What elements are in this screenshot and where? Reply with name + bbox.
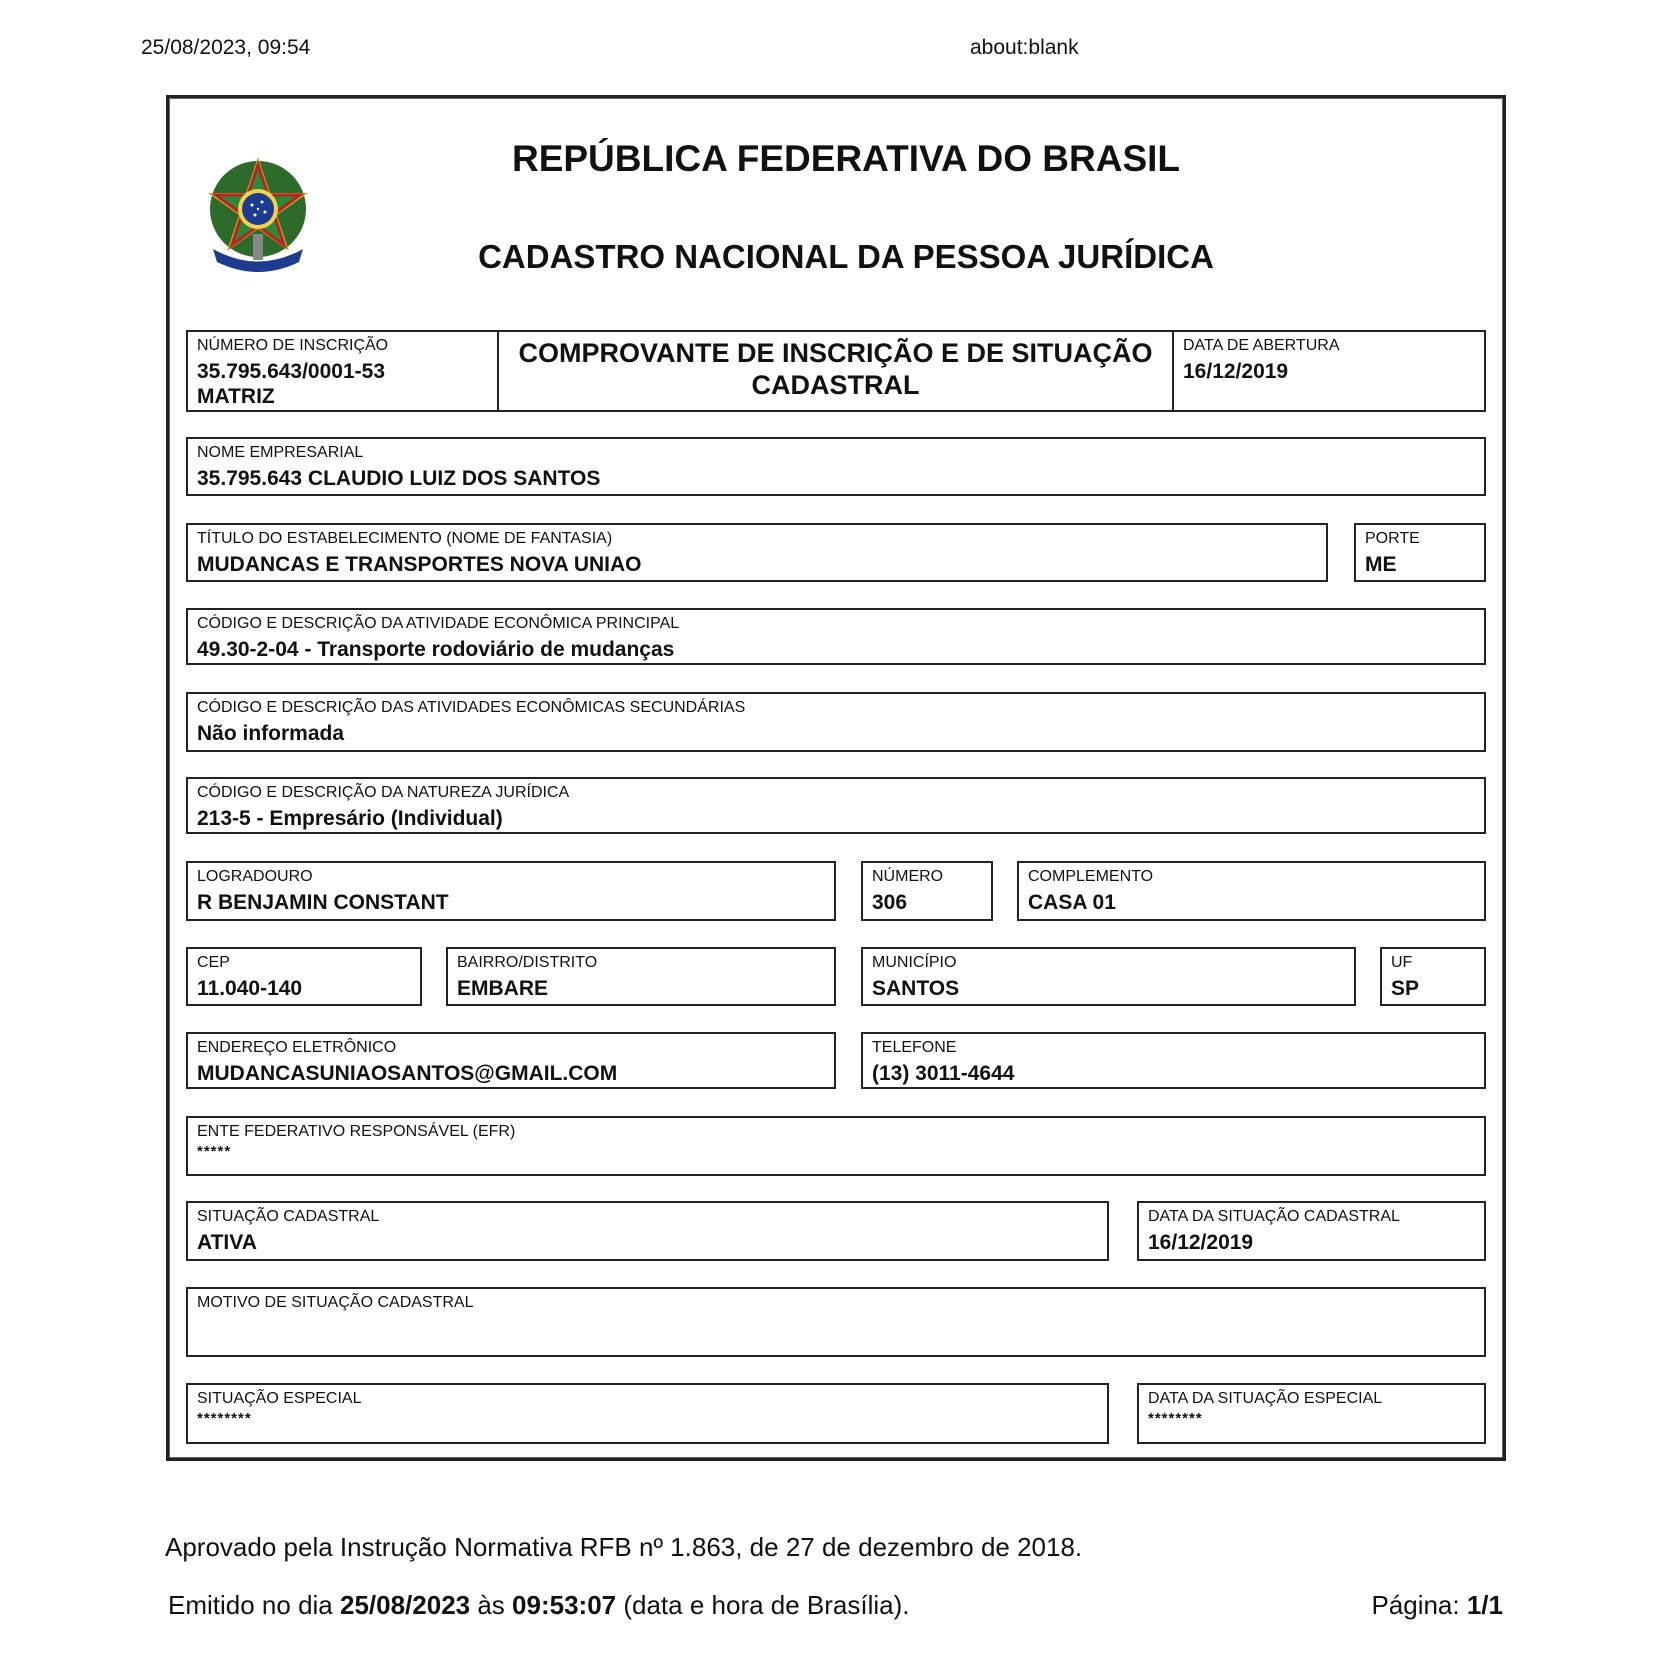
field-label: LOGRADOURO [197, 868, 313, 885]
field-label: DATA DA SITUAÇÃO CADASTRAL [1148, 1208, 1400, 1225]
field-label: COMPLEMENTO [1028, 868, 1154, 885]
field-value: EMBARE [457, 977, 549, 1000]
field-inscricao [186, 330, 499, 412]
comprovante-line1: COMPROVANTE DE INSCRIÇÃO E DE SITUAÇÃO [518, 338, 1153, 368]
field-label: BAIRRO/DISTRITO [457, 954, 598, 971]
field-situacao-especial [186, 1383, 1109, 1444]
field-value-type: MATRIZ [197, 385, 275, 408]
print-url: about:blank [970, 36, 1079, 59]
field-atividades-secundarias [186, 692, 1486, 752]
field-value: 213-5 - Empresário (Individual) [197, 807, 503, 830]
field-value: ME [1365, 553, 1397, 576]
field-value: 306 [872, 891, 908, 914]
emission-mid: às [470, 1590, 513, 1620]
print-datetime: 25/08/2023, 09:54 [141, 36, 311, 59]
page-number [1371, 1590, 1503, 1621]
field-efr [186, 1116, 1486, 1176]
field-motivo-situacao [186, 1287, 1486, 1357]
field-value: CASA 01 [1028, 891, 1116, 914]
field-label: PORTE [1365, 530, 1420, 547]
field-nome-empresarial [186, 437, 1486, 496]
field-atividade-principal [186, 608, 1486, 665]
field-label: MOTIVO DE SITUAÇÃO CADASTRAL [197, 1294, 474, 1311]
field-bairro [446, 947, 836, 1006]
field-email [186, 1032, 836, 1089]
field-value: 16/12/2019 [1148, 1231, 1254, 1254]
field-numero [861, 861, 993, 921]
field-value: 49.30-2-04 - Transporte rodoviário de mudanças [197, 638, 675, 661]
document-subtitle: CADASTRO NACIONAL DA PESSOA JURÍDICA [478, 238, 1214, 275]
emission-suffix: (data e hora de Brasília). [616, 1590, 910, 1620]
field-label: NOME EMPRESARIAL [197, 444, 364, 461]
field-complemento [1017, 861, 1486, 921]
field-nome-fantasia [186, 523, 1328, 582]
field-label: CÓDIGO E DESCRIÇÃO DAS ATIVIDADES ECONÔMICAS SECUNDÁRIAS [197, 699, 746, 716]
field-label: TELEFONE [872, 1039, 957, 1056]
field-telefone [861, 1032, 1486, 1089]
document-title: REPÚBLICA FEDERATIVA DO BRASIL [511, 138, 1181, 179]
field-municipio [861, 947, 1356, 1006]
field-porte [1354, 523, 1486, 582]
cnpj-certificate-frame [166, 95, 1506, 1461]
field-value: Não informada [197, 722, 345, 745]
field-label: DATA DA SITUAÇÃO ESPECIAL [1148, 1390, 1383, 1407]
field-uf [1380, 947, 1486, 1006]
field-value: ***** [197, 1143, 232, 1160]
field-label: CÓDIGO E DESCRIÇÃO DA ATIVIDADE ECONÔMICA PRINCIPAL [197, 615, 680, 632]
field-value: (13) 3011-4644 [872, 1062, 1015, 1085]
field-value: ATIVA [197, 1231, 257, 1254]
emission-date: 25/08/2023 [339, 1590, 471, 1620]
field-natureza-juridica [186, 777, 1486, 834]
field-label: UF [1391, 954, 1413, 971]
field-logradouro [186, 861, 836, 921]
comprovante-title [499, 337, 1172, 401]
field-cep [186, 947, 422, 1006]
field-value: 35.795.643/0001-53 [197, 360, 386, 383]
field-comprovante [497, 330, 1174, 412]
field-situacao-cadastral [186, 1201, 1109, 1261]
emission-note [168, 1590, 910, 1621]
field-value: SANTOS [872, 977, 960, 1000]
emission-time: 09:53:07 [512, 1590, 617, 1620]
field-data-situacao-especial [1137, 1383, 1486, 1444]
field-label: ENDEREÇO ELETRÔNICO [197, 1039, 397, 1056]
field-label: ENTE FEDERATIVO RESPONSÁVEL (EFR) [197, 1123, 516, 1140]
field-label: TÍTULO DO ESTABELECIMENTO (NOME DE FANTASIA) [197, 530, 613, 547]
field-value: ******** [1148, 1410, 1203, 1427]
field-label: CÓDIGO E DESCRIÇÃO DA NATUREZA JURÍDICA [197, 784, 570, 801]
page-label: Página: [1371, 1590, 1467, 1620]
field-label: DATA DE ABERTURA [1183, 337, 1340, 354]
field-label: SITUAÇÃO CADASTRAL [197, 1208, 380, 1225]
field-value: SP [1391, 977, 1420, 1000]
field-label: NÚMERO [872, 868, 944, 885]
field-value: 35.795.643 CLAUDIO LUIZ DOS SANTOS [197, 467, 601, 490]
field-label: NÚMERO DE INSCRIÇÃO [197, 337, 389, 354]
page-value: 1/1 [1466, 1590, 1503, 1620]
field-label: SITUAÇÃO ESPECIAL [197, 1390, 362, 1407]
field-value: 16/12/2019 [1183, 360, 1289, 383]
field-value: 11.040-140 [197, 977, 303, 1000]
field-data-situacao-cadastral [1137, 1201, 1486, 1261]
approval-note: Aprovado pela Instrução Normativa RFB nº 1.863, de 27 de dezembro de 2018. [165, 1532, 1083, 1562]
field-value: R BENJAMIN CONSTANT [197, 891, 449, 914]
field-value: MUDANCASUNIAOSANTOS@GMAIL.COM [197, 1062, 618, 1085]
field-value: ******** [197, 1410, 252, 1427]
emission-prefix: Emitido no dia [168, 1590, 340, 1620]
field-label: CEP [197, 954, 230, 971]
comprovante-line2: CADASTRAL [751, 370, 920, 400]
field-abertura [1172, 330, 1486, 412]
field-value: MUDANCAS E TRANSPORTES NOVA UNIAO [197, 553, 642, 576]
field-label: MUNICÍPIO [872, 954, 957, 971]
